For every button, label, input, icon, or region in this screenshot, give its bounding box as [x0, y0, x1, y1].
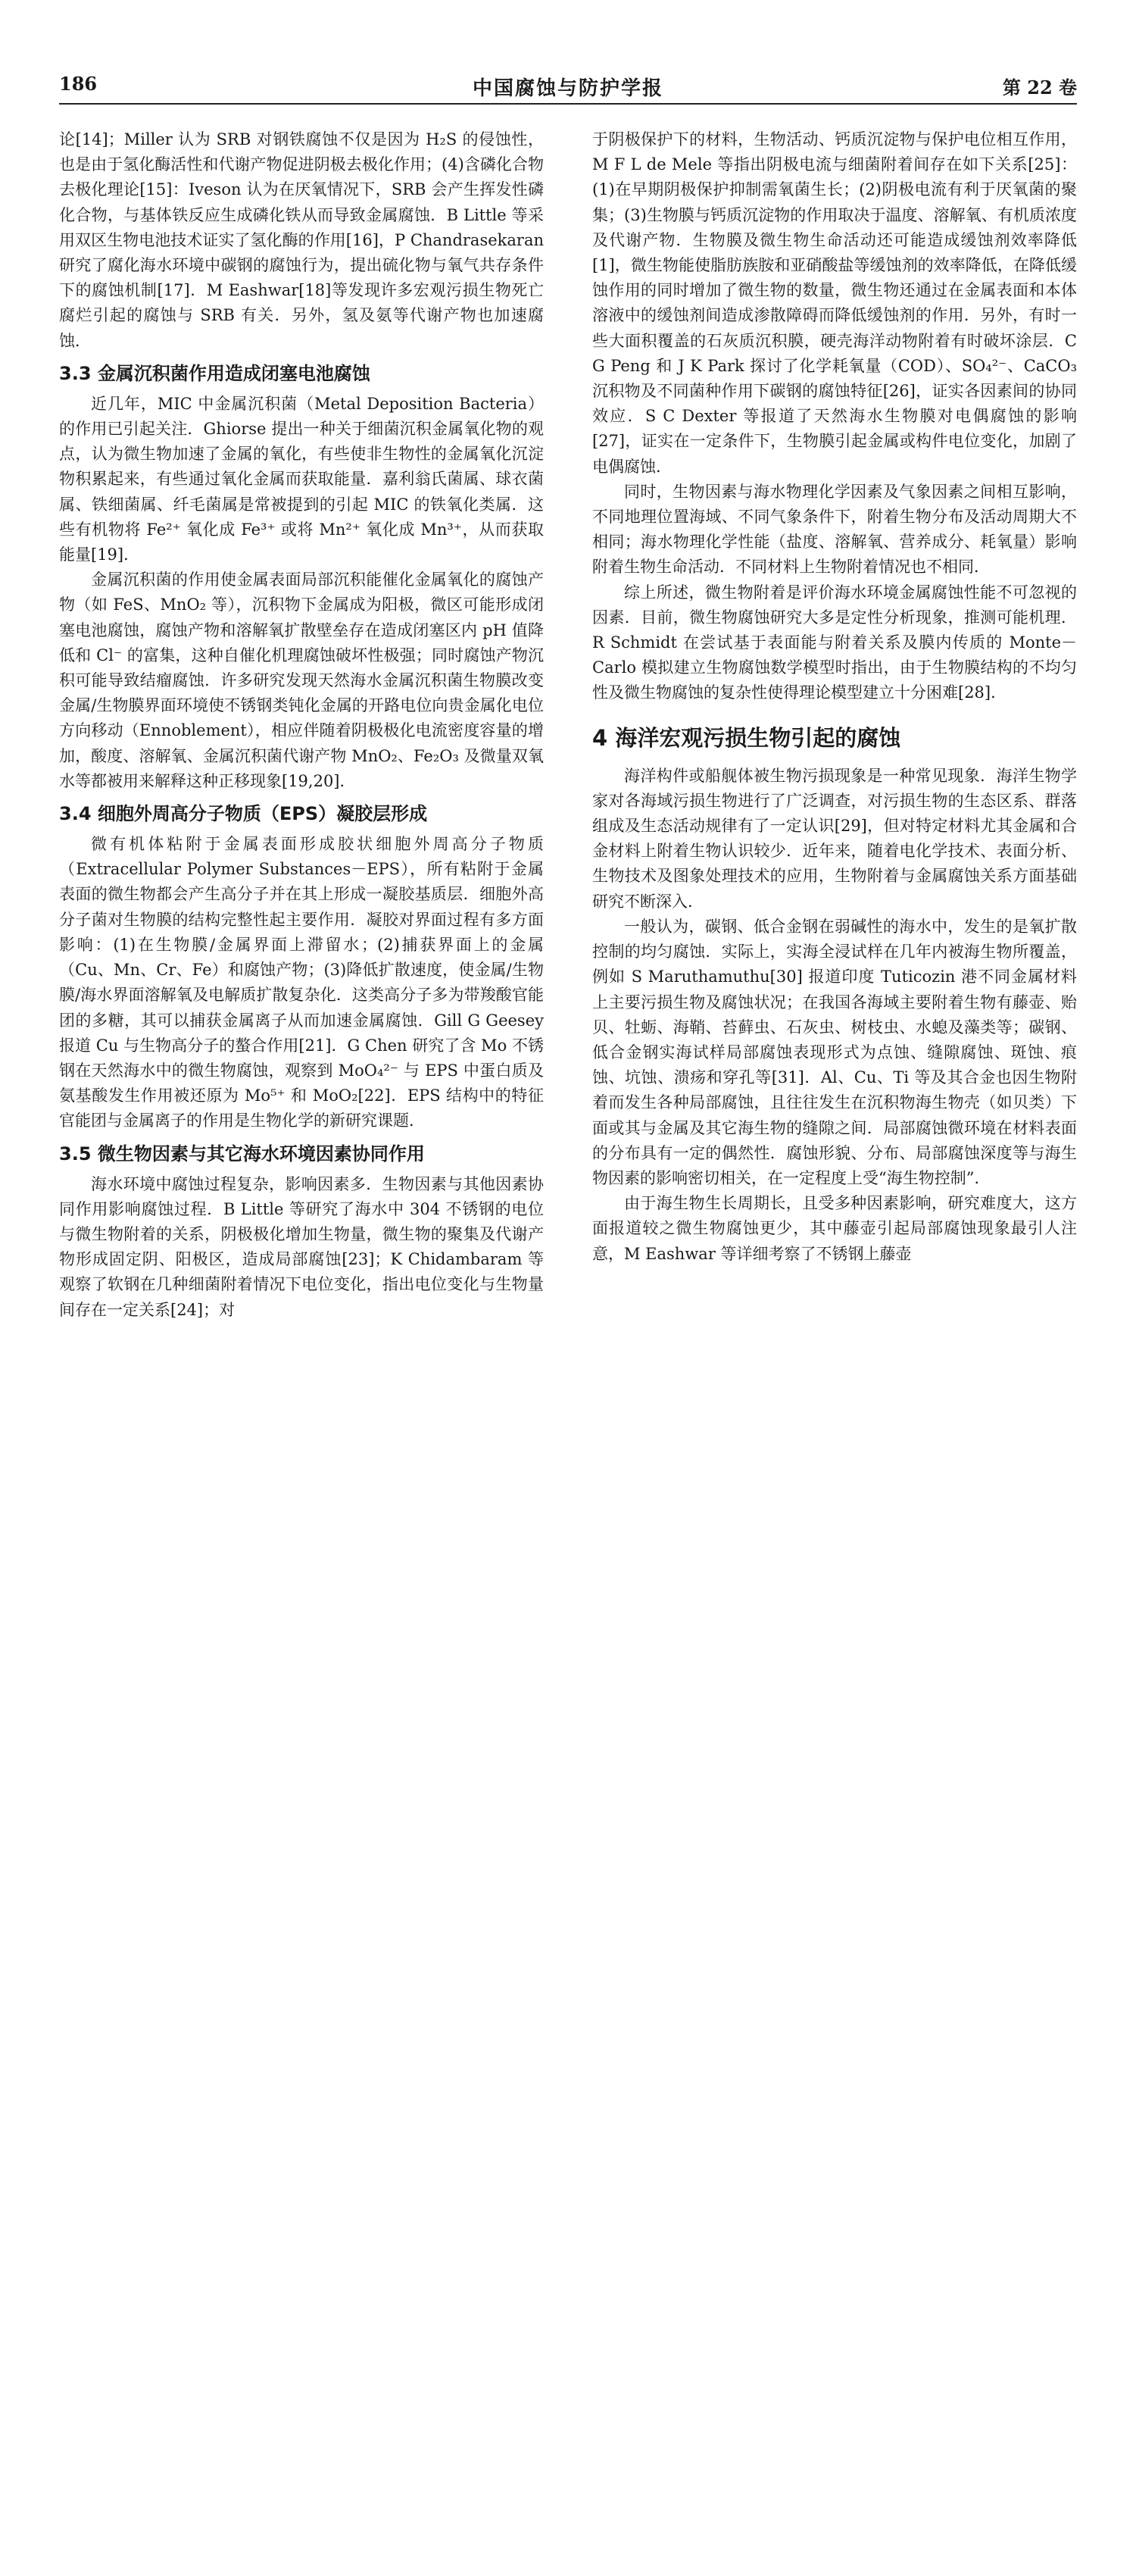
journal-title: 中国腐蚀与防护学报 [472, 77, 663, 100]
paragraph: 论[14]；Miller 认为 SRB 对钢铁腐蚀不仅是因为 H₂S 的侵蚀性，也是由于氢化酶活性和代谢产物促进阴极去极化作用；(4)含磷化合物去极化理论[15]：Iveson 认为在厌氧情况下，SRB 会产生挥发性磷化合物，与基体铁反应生成磷化铁从而导致金属腐蚀．B Little 等采用双区生物电池技术证实了氢化酶的作用[16]，P Chandrasekaran 研究了腐化海水环境中碳钢的腐蚀行为，提出硫化物与氧气共存条件下的腐蚀机制[17]．M Eashwar[18]等发现许多宏观污损生物死亡腐烂引起的腐蚀与 SRB 有关．另外，氢及氨等代谢产物也加速腐蚀． [59, 130, 544, 350]
paragraph: 由于海生物生长周期长，且受多种因素影响，研究难度大，这方面报道较之微生物腐蚀更少，其中藤壶引起局部腐蚀现象最引人注意，M Eashwar 等详细考察了不锈钢上藤壶 [592, 1194, 1077, 1263]
volume-label: 第 22 卷 [1002, 77, 1077, 98]
paragraph: 综上所述，微生物附着是评价海水环境金属腐蚀性能不可忽视的因素．目前，微生物腐蚀研究大多是定性分析现象，推测可能机理．R Schmidt 在尝试基于表面能与附着关系及膜内传质的 Monte－Carlo 模拟建立生物腐蚀数学模型时指出，由于生物膜结构的不均匀性及微生物腐蚀的复杂性使得理论模型建立十分困难[28]． [592, 583, 1077, 702]
paragraph: 于阴极保护下的材料，生物活动、钙质沉淀物与保护电位相互作用，M F L de Mele 等指出阴极电流与细菌附着间存在如下关系[25]：(1)在早期阴极保护抑制需氧菌生长；(2)阴极电流有利于厌氧菌的聚集；(3)生物膜与钙质沉淀物的作用取决于温度、溶解氧、有机质浓度及代谢产物．生物膜及微生物生命活动还可能造成缓蚀剂效率降低[1]，微生物能使脂肪族胺和亚硝酸盐等缓蚀剂的效率降低，在降低缓蚀作用的同时增加了微生物的数量，微生物还通过在金属表面和本体溶液中的缓蚀剂间造成渗散障碍而降低缓蚀剂的作用．另外，有时一些大面积覆盖的石灰质沉积膜，硬壳海洋动物附着有时破坏涂层．C G Peng 和 J K Park 探讨了化学耗氧量（COD）、SO₄²⁻、CaCO₃ 沉积物及不同菌种作用下碳钢的腐蚀特征[26]，证实各因素间的协同效应．S C Dexter 等报道了天然海水生物膜对电偶腐蚀的影响[27]，证实在一定条件下，生物膜引起金属或构件电位变化，加剧了电偶腐蚀． [592, 130, 1077, 476]
paragraph: 同时，生物因素与海水物理化学因素及气象因素之间相互影响，不同地理位置海域、不同气象条件下，附着生物分布及活动周期大不相同；海水物理化学性能（盐度、溶解氧、营养成分、耗氧量）影响附着生物生命活动．不同材料上生物附着情况也不相同． [592, 482, 1077, 577]
page-number: 186 [59, 73, 98, 95]
paragraph: 近几年，MIC 中金属沉积菌（Metal Deposition Bacteria）的作用已引起关注．Ghiorse 提出一种关于细菌沉积金属氧化物的观点，认为微生物加速了金属的氧化，有些使非生物性的金属氧化沉淀物积累起来，有些通过氧化金属而获取能量．嘉利翁氏菌属、球衣菌属、铁细菌属、纤毛菌属是常被提到的引起 MIC 的铁氧化类属．这些有机物将 Fe²⁺ 氧化成 Fe³⁺ 或将 Mn²⁺ 氧化成 Mn³⁺，从而获取能量[19]． [59, 394, 544, 564]
paragraph: 金属沉积菌的作用使金属表面局部沉积能催化金属氧化的腐蚀产物（如 FeS、MnO₂ 等），沉积物下金属成为阳极，微区可能形成闭塞电池腐蚀，腐蚀产物和溶解氧扩散壁垒存在造成闭塞区内 pH 值降低和 Cl⁻ 的富集，这种自催化机理腐蚀破坏性极强；同时腐蚀产物沉积可能导致结瘤腐蚀．许多研究发现天然海水金属沉积菌生物膜改变金属/生物膜界面环境使不锈钢类钝化金属的开路电位向贵金属化电位方向移动（Ennoblement），相应伴随着阴极极化电流密度容量的增加，酸度、溶解氧、金属沉积菌代谢产物 MnO₂、Fe₂O₃ 及微量双氧水等都被用来解释这种正移现象[19,20]． [59, 571, 544, 790]
paragraph: 微有机体粘附于金属表面形成胶状细胞外周高分子物质（Extracellular Polymer Substances－EPS），所有粘附于金属表面的微生物都会产生高分子并在其上形成一凝胶基质层．细胞外高分子菌对生物膜的结构完整性起主要作用．凝胶对界面过程有多方面影响：(1)在生物膜/金属界面上滞留水；(2)捕获界面上的金属（Cu、Mn、Cr、Fe）和腐蚀产物；(3)降低扩散速度，使金属/生物膜/海水界面溶解氧及电解质扩散复杂化．这类高分子多为带羧酸官能团的多糖，其可以捕获金属离子从而加速金属腐蚀．Gill G Geesey 报道 Cu 与生物高分子的螯合作用[21]．G Chen 研究了含 Mo 不锈钢在天然海水中的微生物腐蚀，观察到 MoO₄²⁻ 与 EPS 中蛋白质及氨基酸发生作用被还原为 Mo⁵⁺ 和 MoO₂[22]．EPS 结构中的特征官能团与金属离子的作用是生物化学的新研究课题． [59, 835, 544, 1130]
paragraph: 海水环境中腐蚀过程复杂，影响因素多．生物因素与其他因素协同作用影响腐蚀过程．B Little 等研究了海水中 304 不锈钢的电位与微生物附着的关系，阴极极化增加生物量，微生物的聚集及代谢产物形成固定阴、阳极区，造成局部腐蚀[23]；K Chidambaram 等观察了软钢在几种细菌附着情况下电位变化，指出电位变化与生物量间存在一定关系[24]；对 [59, 1174, 544, 1319]
section-heading: 4 海洋宏观污损生物引起的腐蚀 [592, 724, 901, 751]
section-heading: 3.3 金属沉积菌作用造成闭塞电池腐蚀 [59, 362, 370, 384]
section-heading: 3.4 细胞外周高分子物质（EPS）凝胶层形成 [59, 803, 428, 825]
section-heading: 3.5 微生物因素与其它海水环境因素协同作用 [59, 1143, 425, 1165]
running-header [59, 73, 1077, 105]
left-column [59, 127, 544, 1323]
right-column [592, 127, 1077, 1267]
paragraph: 海洋构件或船舰体被生物污损现象是一种常见现象．海洋生物学家对各海域污损生物进行了广泛调查，对污损生物的生态区系、群落组成及生态活动规律有了一定认识[29]，但对特定材料尤其金属和合金材料上附着生物认识较少．近年来，随着电化学技术、表面分析、生物技术及图象处理技术的应用，生物附着与金属腐蚀关系方面基础研究不断深入． [592, 766, 1077, 911]
paragraph: 一般认为，碳钢、低合金钢在弱碱性的海水中，发生的是氧扩散控制的均匀腐蚀．实际上，实海全浸试样在几年内被海生物所覆盖，例如 S Maruthamuthu[30] 报道印度 Tuticozin 港不同金属材料上主要污损生物及腐蚀状况；在我国各海域主要附着生物有藤壶、贻贝、牡蛎、海鞘、苔藓虫、石灰虫、树枝虫、水螅及藻类等；碳钢、低合金钢实海试样局部腐蚀表现形式为点蚀、缝隙腐蚀、斑蚀、痕蚀、坑蚀、溃疡和穿孔等[31]．Al、Cu、Ti 等及其合金也因生物附着而发生各种局部腐蚀，且往往发生在沉积物海生物壳（如贝类）下面或其与金属及其它海生物的缝隙之间．局部腐蚀微环境在材料表面的分布具有一定的偶然性．腐蚀形貌、分布、局部腐蚀深度等与海生物因素的影响密切相关，在一定程度上受“海生物控制”． [592, 917, 1077, 1187]
